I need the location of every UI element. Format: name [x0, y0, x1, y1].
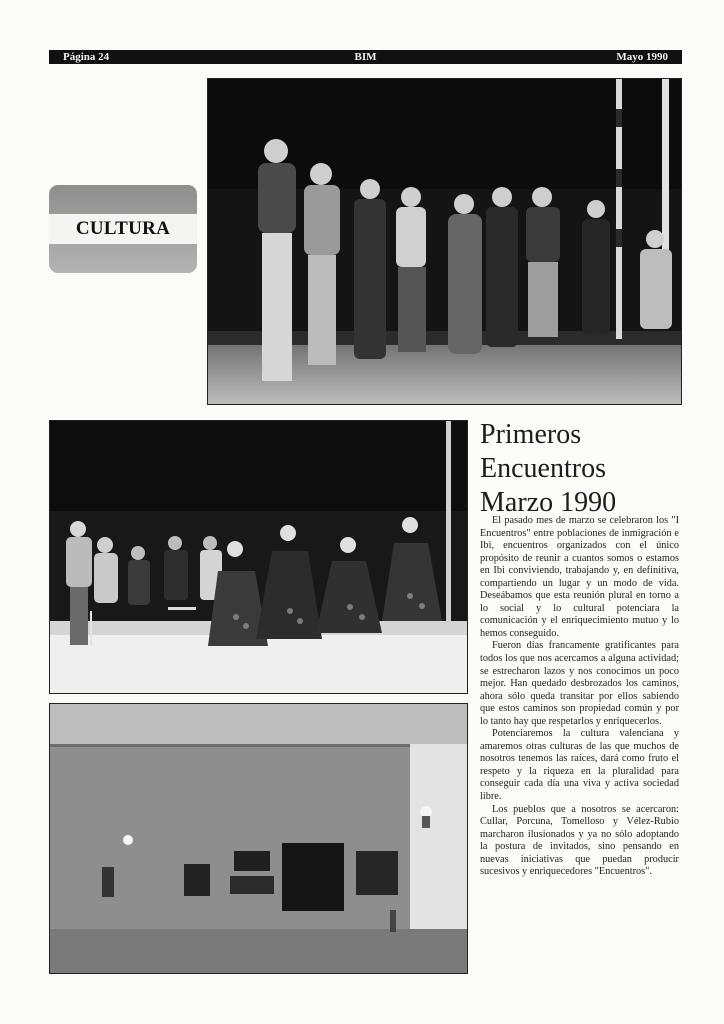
- photo-group-on-stage: [207, 78, 682, 405]
- photo-folk-dance: [49, 420, 468, 694]
- page-header: [49, 50, 682, 64]
- article-body: [480, 515, 679, 879]
- title-line: Primeros: [480, 419, 582, 450]
- section-label: CULTURA: [49, 214, 197, 244]
- title-line: Encuentros: [480, 453, 606, 484]
- article-paragraph: Potenciaremos la cultura valenciana y amaremos otras culturas de las que muchos de nosotros tenemos las raíces, dará como fruto el respeto y la riqueza en la pluralidad para conseguir cada día una viva y activa sociedad libre.: [480, 728, 679, 803]
- article-paragraph: Los pueblos que a nosotros se acercaron: Cullar, Porcuna, Tomelloso y Vélez-Rubio marcharon ilusionados y ya no sólo adoptando la postura de invitados, sino pensando en nuevas iniciativas que puedan producir sucesivos y enriquecedores "Encuentros".: [480, 803, 679, 878]
- issue-date: Mayo 1990: [616, 51, 668, 63]
- section-badge: [49, 185, 197, 273]
- page-number: Página 24: [63, 51, 110, 63]
- publication-name: BIM: [354, 51, 377, 63]
- article-paragraph: Fueron días francamente gratificantes para todos los que nos acercamos a alguna actividad; se estrecharon lazos y nos conocimos un poco mejor. Han quedado desbrozados los caminos, ahora sólo queda transitar por ellos sabiendo que estos caminos son propiedad común y por lo tanto hay que respetarlos y enriquecerlos.: [480, 640, 679, 727]
- photo-exhibition: [49, 703, 468, 974]
- article-title: [480, 418, 700, 520]
- article-paragraph: El pasado mes de marzo se celebraron los "I Encuentros" entre poblaciones de inmigración e Ibi, encuentros organizados con el único propósito de reunir a cuantos somos o estamos en Ibi conviviendo, trabajando y, en definitiva, compartiendo un lugar y un modo de vida. Deseábamos que esta reunión plural en torno a lo social y lo cultural potenciara la comunicación y el enriquecimiento mutuo y lo hemos conseguido.: [480, 515, 679, 639]
- title-line: Marzo 1990: [480, 487, 617, 518]
